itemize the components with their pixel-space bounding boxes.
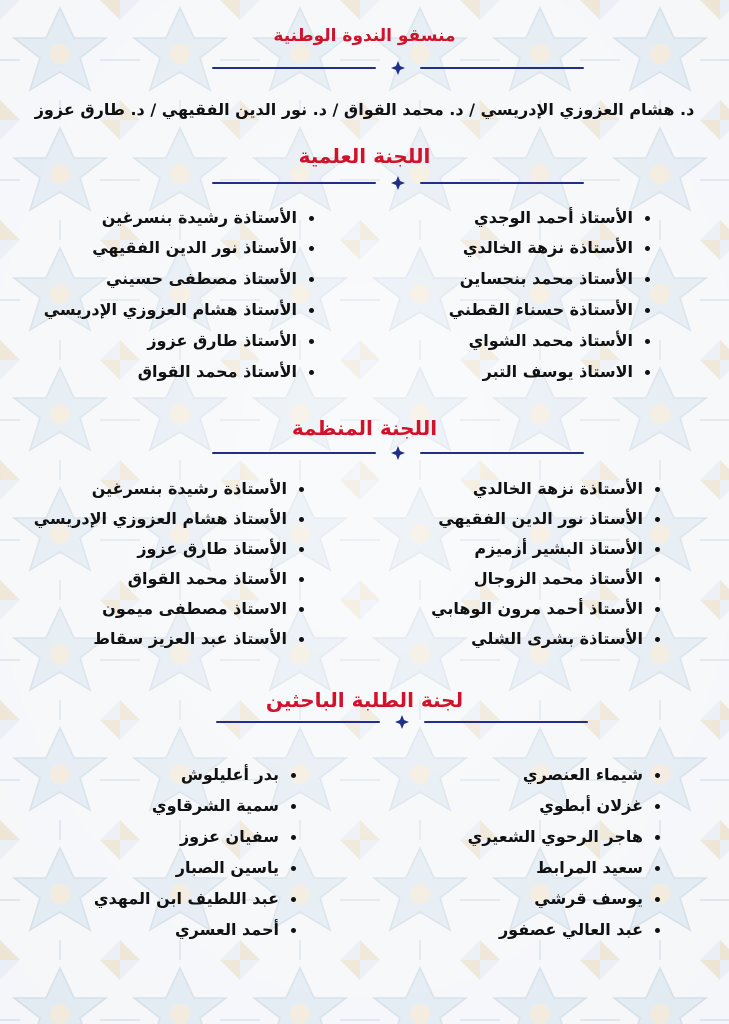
bullet-icon [309, 370, 314, 375]
bullet-icon [299, 547, 304, 552]
bullet-icon [299, 607, 304, 612]
list-item: عبد العالي عصفور [499, 920, 660, 940]
list-item: الاستاذ يوسف التبر [483, 362, 650, 382]
bullet-icon [291, 897, 296, 902]
bullet-icon [309, 308, 314, 313]
bullet-icon [309, 277, 314, 282]
list-item: الأستاذة رشيدة بنسرغين [102, 208, 314, 228]
list-item: هاجر الرحوي الشعيري [468, 827, 660, 847]
list-item: الأستاذ مصطفى حسيني [106, 269, 314, 289]
list-item: يوسف قرشي [534, 889, 660, 909]
list-item: سمية الشرقاوي [152, 796, 296, 816]
list-item: الأستاذ أحمد الوجدي [474, 208, 650, 228]
bullet-icon [291, 804, 296, 809]
list-item: الأستاذ نور الدين الفقيهي [92, 238, 314, 258]
bullet-icon [309, 339, 314, 344]
bullet-icon [655, 773, 660, 778]
bullet-icon [655, 928, 660, 933]
list-item: غزلان أبطوي [539, 796, 660, 816]
list-item: الأستاذ عبد العزيز سقاط [93, 629, 304, 649]
list-item: الأستاذة رشيدة بنسرغين [92, 479, 304, 499]
list-item: الأستاذ أحمد مرون الوهابي [431, 599, 660, 619]
bullet-icon [291, 835, 296, 840]
scientific-committee-title: اللجنة العلمية [298, 144, 431, 168]
list-item: الأستاذ محمد الزوجال [474, 569, 660, 589]
list-item: أحمد العسري [175, 920, 296, 940]
list-item: الأستاذ محمد القواق [138, 362, 314, 382]
list-item: عبد اللطيف ابن المهدي [94, 889, 296, 909]
bullet-icon [291, 866, 296, 871]
student-researchers-right-list [380, 0, 660, 1024]
list-item: الأستاذ هشام العزوزي الإدريسي [34, 509, 304, 529]
coordinators-names: د. هشام العزوزي الإدريسي / د. محمد القواق / د. نور الدين الفقيهي / د. طارق عزوز [34, 100, 695, 119]
list-item: الأستاذة نزهة الخالدي [473, 479, 660, 499]
list-item: الأستاذ محمد الشواي [469, 331, 650, 351]
list-item: الأستاذ البشير أزميزم [474, 539, 660, 559]
bullet-icon [309, 246, 314, 251]
list-item: الاستاذ مصطفى ميمون [102, 599, 304, 619]
bullet-icon [299, 637, 304, 642]
list-item: ياسين الصبار [176, 858, 296, 878]
list-item: شيماء العنصري [523, 765, 660, 785]
list-item: الأستاذة حسناء القطني [449, 300, 650, 320]
list-item: سعيد المرابط [536, 858, 660, 878]
bullet-icon [655, 897, 660, 902]
bullet-icon [291, 928, 296, 933]
bullet-icon [291, 773, 296, 778]
bullet-icon [655, 866, 660, 871]
list-item: الأستاذة بشرى الشلي [471, 629, 660, 649]
list-item: بدر أعليلوش [181, 765, 296, 785]
list-item: سفيان عزوز [180, 827, 296, 847]
list-item: الأستاذة نزهة الخالدي [463, 238, 650, 258]
list-item: الأستاذ هشام العزوزي الإدريسي [44, 300, 314, 320]
bullet-icon [299, 577, 304, 582]
bullet-icon [299, 517, 304, 522]
coordinators-title: منسقو الندوة الوطنية [273, 26, 456, 46]
student-researchers-committee-title: لجنة الطلبة الباحثين [265, 688, 464, 712]
bullet-icon [655, 835, 660, 840]
list-item: الأستاذ نور الدين الفقيهي [438, 509, 660, 529]
student-researchers-left-list [60, 0, 296, 1024]
list-item: الأستاذ محمد القواق [128, 569, 304, 589]
bullet-icon [309, 216, 314, 221]
list-item: الأستاذ طارق عزوز [147, 331, 314, 351]
list-item: الأستاذ محمد بنحساين [460, 269, 650, 289]
bullet-icon [299, 487, 304, 492]
organizing-committee-title: اللجنة المنظمة [291, 416, 438, 440]
list-item: الأستاذ طارق عزوز [137, 539, 304, 559]
bullet-icon [655, 804, 660, 809]
